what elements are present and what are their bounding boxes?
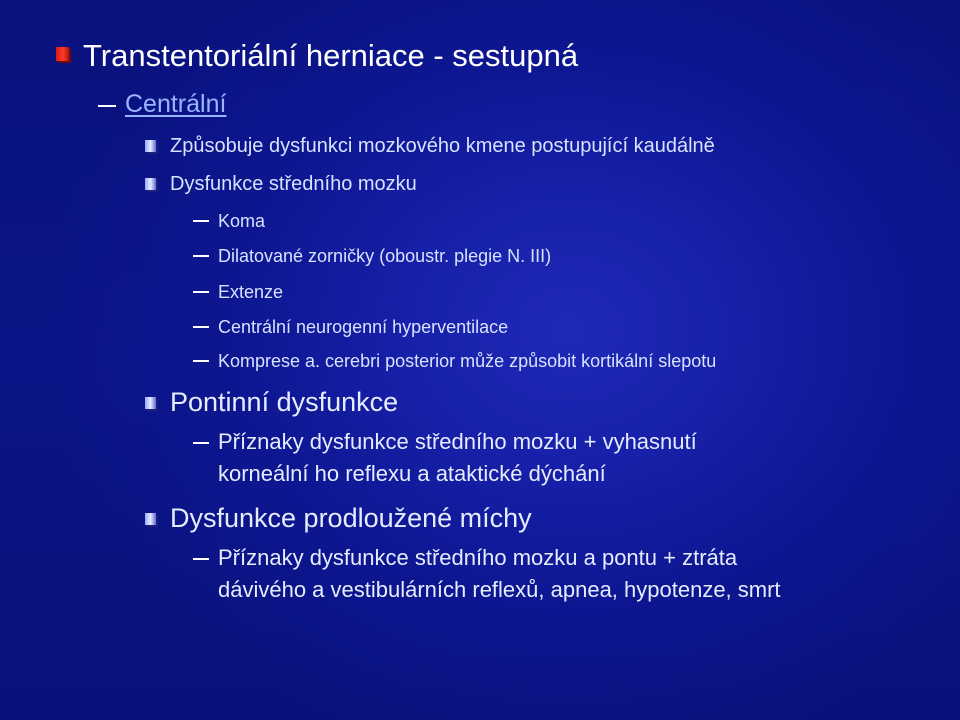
dash-icon <box>193 255 209 257</box>
title-bullet-icon <box>56 47 69 61</box>
square-bullet-icon <box>145 178 156 190</box>
pontine-detail-line1: Příznaky dysfunkce středního mozku + vyhasnutí <box>218 429 697 454</box>
item-cause: Způsobuje dysfunkci mozkového kmene postupující kaudálně <box>170 135 715 157</box>
dash-icon <box>193 360 209 362</box>
square-bullet-icon <box>145 513 156 525</box>
dash-icon <box>193 326 209 328</box>
slide-title: Transtentoriální herniace - sestupná <box>83 38 579 73</box>
dash-icon <box>193 558 209 560</box>
dash-icon <box>193 291 209 293</box>
medulla-detail-line2: dávivého a vestibulárních reflexů, apnea, hypotenze, smrt <box>218 577 781 602</box>
list-item-zornicky: Dilatované zorničky (oboustr. plegie N. III) <box>218 246 552 266</box>
list-item-extenze: Extenze <box>218 282 284 302</box>
square-bullet-icon <box>145 397 156 409</box>
list-item-hyperventilace: Centrální neurogenní hyperventilace <box>218 317 509 337</box>
list-item-koma: Koma <box>218 211 266 231</box>
item-pontine: Pontinní dysfunkce <box>170 387 399 417</box>
pontine-detail-line2: korneální ho reflexu a ataktické dýchání <box>218 461 606 486</box>
dash-icon <box>193 442 209 444</box>
list-item-komprese: Komprese a. cerebri posterior může způsobit kortikální slepotu <box>218 351 717 371</box>
item-midbrain: Dysfunkce středního mozku <box>170 173 417 195</box>
subtitle-centralni: Centrální <box>125 90 227 118</box>
square-bullet-icon <box>145 140 156 152</box>
medulla-detail-line1: Příznaky dysfunkce středního mozku a pontu + ztráta <box>218 545 738 570</box>
dash-icon <box>193 220 209 222</box>
item-medulla: Dysfunkce prodloužené míchy <box>170 503 532 533</box>
dash-icon <box>98 105 116 107</box>
